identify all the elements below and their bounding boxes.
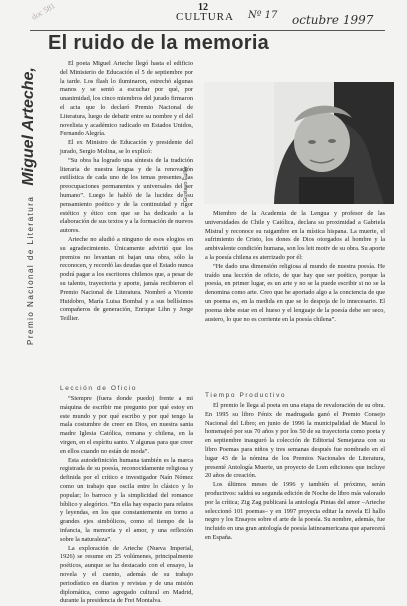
vertical-headline bbox=[20, 55, 50, 345]
paragraph: Esta autodefinición humana también es la marca registrada de su poesía, reconocidamente religiosa y definida por el crítico e investigador Naín Nómez como un trabajo que oscila entre lo clásico y lo popular; lo barroco y la simplicidad del romance bíblico y alegórico. “En ella hay espacio para relatos y leyendas, en los que constantemente en torno a grandes ejes simbólicos, como el tiempo de la infancia, la memoria y el amor, y una reflexión sobre la naturaleza”. bbox=[60, 456, 193, 543]
article-column-3 bbox=[205, 210, 385, 384]
paragraph: El premio le llega al poeta en una etapa de revaloración de su obra. En 1995 su libro Fénix de madrugada ganó el Premio Consejo Nacional del Libro; en junio de 1996 la municipalidad de Macul lo homenajeó por sus 70 años y por los 50 de su trayectoria como poeta y en septiembre inauguró la colección de Editorial Semejanza con su libro Poemas para niños y tres semanas después fue nombrado en el lugar 43 de la nómina de los Premios Nacionales de Literatura, presenté Antología Muerte, un proyecto de Lom ediciones que incluye 20 años de creación. bbox=[205, 402, 385, 480]
header-rule bbox=[30, 30, 385, 31]
paragraph: “Su obra ha logrado una síntesis de la tradición literaria de nuestra lengua y de la renovación estilística de cada uno de los temas presentes, las preocupaciones permanentes y universales del ser humano”. Luego le habló de la lucidez de su pensamiento poético y de la continuidad y rigor estético y ético con que se ha dedicado a la elaboración de sus textos y a la formación de nuevos autores. bbox=[60, 156, 193, 235]
paragraph: “He dado una dimensión religiosa al mundo de nuestra poesía. He traído una lección de oficio, de que hay que ser poético, porque la poesía, en primer lugar, es un arte y no se la puede escribir si no se la denomina como arte. Creo que he aportado algo a la conciencia de que un poema es, en la medida en que se lo despoja de lo innecesario. El poema debe estar en el hueso y el lenguaje de la poesía debe ser seco, austero, lo que no es corriente en la poesía chilena”. bbox=[205, 262, 385, 323]
section-heading-tiempo: Tiempo Productivo bbox=[205, 392, 287, 399]
page-number: 12 bbox=[198, 2, 208, 13]
author-portrait-photo bbox=[204, 82, 394, 204]
article-column-1 bbox=[60, 60, 193, 378]
vertical-author-name: Miguel Arteche, bbox=[20, 67, 37, 186]
paragraph: El ex Ministro de Educación y presidente del jurado, Sergio Molina, se lo explicó: bbox=[60, 139, 193, 155]
handwritten-date-note: octubre 1997 bbox=[292, 13, 374, 27]
paragraph: Los últimos meses de 1996 y también el próximo, serán productivos: saldrá su segunda edición de Noche de libro más valorado por la crítica; Zig Zag publicará la antología Pintas del amor –Arteche seleccionó 101 poemas– y en 1997 proyecta editar la novela El hallo negro y los Ensayos sobre el arte de la poesía. Su nombre, además, fue incluido en una gran antología de poesía latinoamericana que aparecerá en España. bbox=[205, 481, 385, 541]
section-heading-leccion: Lección de Oficio bbox=[60, 385, 138, 392]
paragraph: La exploración de Arteche (Nueva Imperial, 1926) se resume en 25 volúmenes, principalmente poéticos, aunque se ha destacado con el ensayo, la novela y el cuento, además de su trabajo periodístico en diarios y revistas y de una misión diplomática, como agregado cultural en Madrid, durante la presidencia de Frei Montalva. bbox=[60, 544, 193, 605]
handwritten-archive-note: doc 581 bbox=[30, 1, 57, 22]
photo-credit: Gustavo Fuller bbox=[183, 166, 189, 202]
paragraph: “Siempre (fuera donde puedo) frente a mi máquina de escribir me pregunto por qué estoy en este mundo y por qué escribo y por qué tengo la mala costumbre de creer en Dios, en nuestra santa madre Iglesia Católica, romana y chilena, en la virgen, en el espíritu santo. Y algunas para que creer en ellos cuando no están de moda”. bbox=[60, 395, 193, 455]
paragraph: Miembro de la Academia de la Lengua y profesor de las universidades de Chile y Católica, declara su proximidad a Gabriela Mistral y reconoce su raigambre en la mística hispana. La muerte, el sufrimiento de Cristo, los dones de Dios otorgados al hombre y la ambivalente condición humana, son los leit motiv de su obra. Su aporte a la poesía chilena es aterrizado por él: bbox=[205, 210, 385, 261]
publication-name: CULTURA bbox=[176, 11, 234, 23]
article-column-4 bbox=[205, 402, 385, 590]
paragraph: Arteche no aludió a ninguno de esos elogios en su agradecimiento. Únicamente advirtió que los premios no levantan ni bajan una obra, sólo la reconocen, y recordó las deudas que el Estado nunca podrá pagar a los escritores chilenos que, a pesar de su talento, trayectoria y aporte, jamás recibieron el Premio Nacional de Literatura. Nombró a Vicente Huidobro, María Luisa Bombal y a sus bellísimos compañeros de generación, Enrique Lihn y Jorge Teillier. bbox=[60, 235, 193, 323]
paragraph: El poeta Miguel Arteche llegó hasta el edificio del Ministerio de Educación el 5 de septiembre por la tarde. Los flash lo iluminaron, estrechó algunas manos y se sentó a escuchar por qué, por unanimidad, los cinco miembros del jurado firmaron el acta que lo declaró Premio Nacional de Literatura, luego de debatir entre su nombre y el del novelista y académico radicado en Estados Unidos, Fernando Alegría. bbox=[60, 60, 193, 138]
article-column-2 bbox=[60, 395, 193, 605]
article-title: El ruido de la memoria bbox=[48, 32, 270, 54]
vertical-kicker: Premio Nacional de Literatura bbox=[26, 195, 35, 345]
handwritten-issue-note: Nº 17 bbox=[248, 10, 278, 21]
